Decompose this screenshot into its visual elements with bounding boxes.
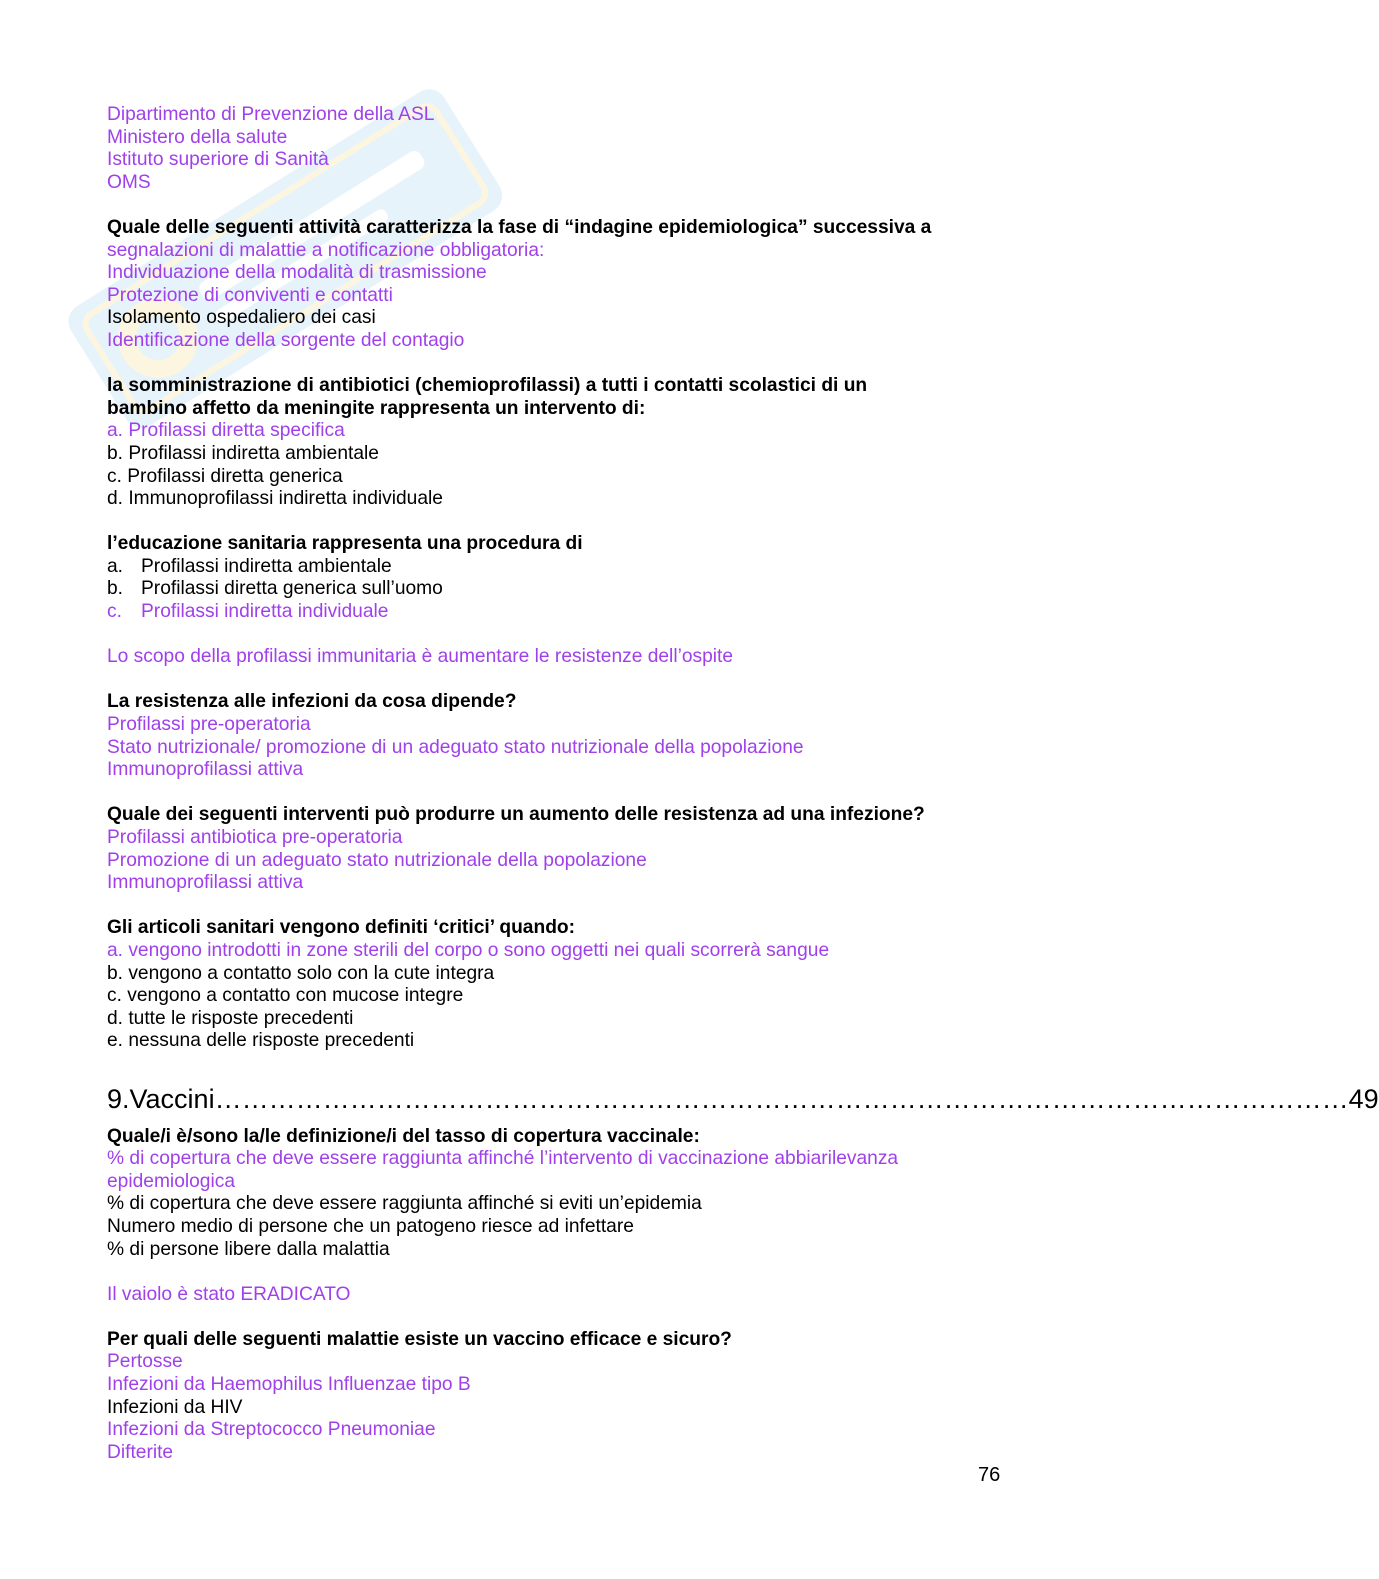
answer-option: % di persone libere dalla malattia: [107, 1238, 390, 1260]
question-text: Quale delle seguenti attività caratterizza la fase di “indagine epidemiologica” successiva a: [107, 216, 932, 238]
answer-option: % di copertura che deve essere raggiunta affinché si eviti un’epidemia: [107, 1193, 702, 1215]
qa-block: [107, 1126, 1007, 1262]
highlighted-answer: Il vaiolo è stato ERADICATO: [107, 1283, 351, 1305]
highlighted-answer: Protezione di conviventi e contatti: [107, 284, 393, 306]
answer-option: Numero medio di persone che un patogeno riesce ad infettare: [107, 1215, 634, 1237]
highlighted-answer: a. vengono introdotti in zone sterili del corpo o sono oggetti nei quali scorrerà sangue: [107, 939, 830, 961]
answer-option: Isolamento ospedaliero dei casi: [107, 307, 376, 329]
highlighted-answer: epidemiologica: [107, 1170, 235, 1192]
highlighted-answer: Profilassi antibiotica pre-operatoria: [107, 827, 403, 848]
qa-block: [107, 646, 1007, 669]
question-text: bambino affetto da meningite rappresenta un intervento di:: [107, 397, 646, 419]
answer-option: d. tutte le risposte precedenti: [107, 1007, 354, 1029]
question-text: La resistenza alle infezioni da cosa dipende?: [107, 691, 517, 713]
toc-leader: ………………………………………………………………………………………………………………: [214, 1083, 1349, 1114]
option-text: Profilassi diretta generica sull’uomo: [141, 578, 443, 600]
highlighted-answer: Promozione di un adeguato stato nutrizionale della popolazione: [107, 849, 647, 871]
highlighted-answer: Infezioni da Haemophilus Influenzae tipo B: [107, 1374, 471, 1396]
option-marker: a.: [107, 555, 124, 577]
highlighted-answer: Immunoprofilassi attiva: [107, 759, 304, 781]
highlighted-answer: OMS: [107, 171, 151, 193]
question-text: la somministrazione di antibiotici (chemioprofilassi) a tutti i contatti scolastici di un: [107, 375, 868, 397]
section-number: 9.: [107, 1083, 130, 1114]
question-text: Per quali delle seguenti malattie esiste un vaccino efficace e sicuro?: [107, 1328, 732, 1350]
highlighted-answer: a. Profilassi diretta specifica: [107, 420, 345, 442]
highlighted-answer: Infezioni da Streptococco Pneumoniae: [107, 1419, 436, 1441]
highlighted-answer: Lo scopo della profilassi immunitaria è aumentare le resistenze dell’ospite: [107, 646, 734, 668]
highlighted-answer: Stato nutrizionale/ promozione di un adeguato stato nutrizionale della popolazione: [107, 736, 804, 758]
qa-block: [107, 533, 1007, 623]
qa-block: [107, 375, 1007, 511]
answer-option: b. Profilassi indiretta ambientale: [107, 442, 379, 464]
qa-block: [107, 217, 1007, 353]
question-text: Quale/i è/sono la/le definizione/i del tasso di copertura vaccinale:: [107, 1125, 700, 1147]
highlighted-answer: segnalazioni di malattie a notificazione obbligatoria:: [107, 239, 545, 261]
highlighted-answer: Individuazione della modalità di trasmissione: [107, 262, 487, 284]
section-title: Vaccini: [129, 1083, 215, 1114]
option-marker: c.: [107, 601, 122, 623]
question-text: l’educazione sanitaria rappresenta una procedura di: [107, 533, 583, 555]
highlighted-answer: Dipartimento di Prevenzione della ASL: [107, 104, 435, 125]
answer-option: c. vengono a contatto con mucose integre: [107, 985, 464, 1007]
section-page: 49: [1348, 1083, 1379, 1114]
highlighted-answer: Difterite: [107, 1441, 174, 1463]
answer-option: c. Profilassi diretta generica: [107, 465, 343, 487]
qa-block: [107, 691, 1007, 781]
highlighted-answer: Istituto superiore di Sanità: [107, 149, 329, 171]
answer-option: Infezioni da HIV: [107, 1396, 243, 1418]
qa-block: [107, 104, 1007, 194]
highlighted-answer: [107, 601, 1007, 624]
qa-block: [107, 917, 1007, 1053]
option-marker: b.: [107, 578, 124, 600]
highlighted-answer: Ministero della salute: [107, 126, 288, 148]
answer-option: b. vengono a contatto solo con la cute integra: [107, 962, 495, 984]
qa-block: [107, 1284, 1007, 1307]
option-text: Profilassi indiretta individuale: [141, 601, 389, 623]
document-body: [107, 104, 1379, 1487]
answer-option: d. Immunoprofilassi indiretta individuale: [107, 488, 443, 510]
highlighted-answer: Immunoprofilassi attiva: [107, 872, 304, 894]
highlighted-answer: Pertosse: [107, 1351, 183, 1373]
page-number: 76: [978, 1464, 1001, 1486]
answer-option: [107, 556, 1007, 579]
question-text: Gli articoli sanitari vengono definiti ‘critici’ quando:: [107, 917, 576, 939]
qa-block: [107, 1329, 1007, 1465]
highlighted-answer: % di copertura che deve essere raggiunta affinché l’intervento di vaccinazione abbiarilevanza: [107, 1148, 899, 1170]
option-text: Profilassi indiretta ambientale: [141, 555, 392, 577]
highlighted-answer: Profilassi pre-operatoria: [107, 714, 311, 736]
qa-block: [107, 804, 1007, 894]
question-text: Quale dei seguenti interventi può produrre un aumento delle resistenza ad una infezione?: [107, 804, 925, 826]
section-heading: [107, 1082, 1379, 1116]
highlighted-answer: Identificazione della sorgente del contagio: [107, 329, 465, 351]
answer-option: [107, 578, 1007, 601]
answer-option: e. nessuna delle risposte precedenti: [107, 1030, 415, 1052]
